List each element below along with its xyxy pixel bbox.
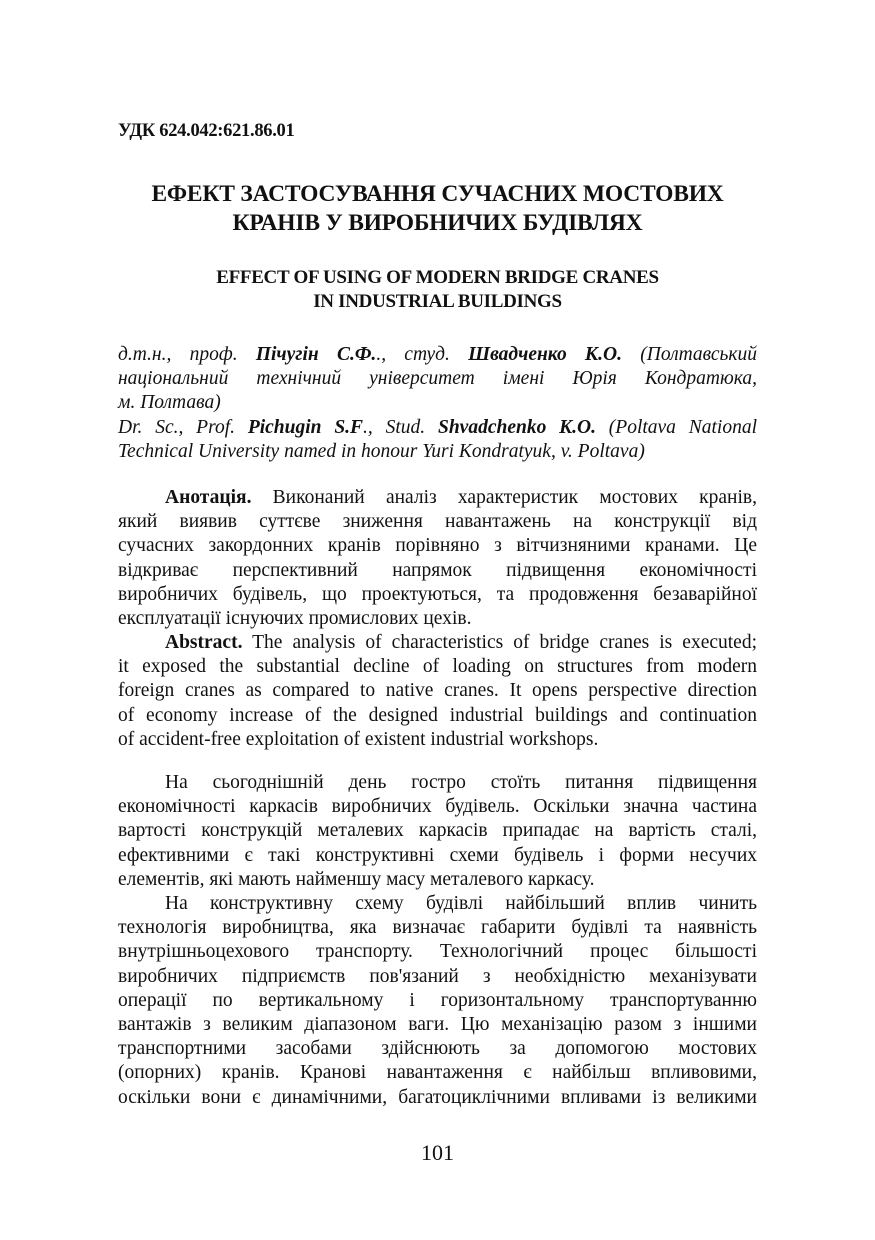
author-name: Pichugin S.F bbox=[247, 416, 364, 438]
authors-en-line bbox=[118, 416, 757, 440]
author-separator: ., Stud. bbox=[363, 416, 438, 438]
author-separator: ., студ. bbox=[376, 344, 469, 365]
affiliation: (Poltava National bbox=[595, 416, 758, 438]
affiliation: (Полтавський bbox=[622, 344, 758, 365]
title-en-line: IN INDUSTRIAL BUILDINGS bbox=[313, 291, 562, 312]
title-en-line: EFFECT OF USING OF MODERN BRIDGE CRANES bbox=[216, 267, 659, 288]
body-paragraph-2 bbox=[118, 892, 757, 1110]
annotation-line: сучасних закордонних кранів порівняно з вітчизняними кранами. Це bbox=[118, 535, 757, 557]
annotation-paragraph bbox=[118, 486, 757, 631]
udk-code: УДК 624.042:621.86.01 bbox=[118, 121, 295, 141]
body-line: оскільки вони є динамічними, багатоциклічними впливами із великими bbox=[118, 1086, 757, 1108]
body-line: На конструктивну схему будівлі найбільший вплив чинить bbox=[165, 893, 757, 914]
abstract-text: The analysis of characteristics of bridge cranes is executed; bbox=[242, 632, 757, 653]
body-line: вантажів з великим діапазоном ваги. Цю механізацію разом з іншими bbox=[118, 1013, 757, 1035]
annotation-text: Виконаний аналіз характеристик мостових кранів, bbox=[251, 487, 757, 508]
authors-ua-line bbox=[118, 343, 757, 367]
authors-en-line: Technical University named in honour Yuri Kondratyuk, v. Poltava) bbox=[118, 440, 645, 462]
abstract-line bbox=[118, 631, 757, 655]
annotation-label: Анотація. bbox=[165, 487, 252, 508]
author-title: Dr. Sc., Prof. bbox=[118, 416, 248, 438]
abstract-line: of accident-free exploitation of existent industrial workshops. bbox=[118, 728, 599, 750]
body-line: ефективними є такі конструктивні схеми будівель і форми несучих bbox=[118, 844, 757, 866]
abstract-line: of economy increase of the designed industrial buildings and continuation bbox=[118, 704, 757, 726]
body-line: (опорних) кранів. Кранові навантаження є найбільш впливовими, bbox=[118, 1062, 757, 1084]
title-english bbox=[118, 266, 757, 314]
annotation-line: який виявив суттєве зниження навантажень на конструкції від bbox=[118, 511, 757, 533]
abstract-paragraph bbox=[118, 631, 757, 752]
annotation-line: експлуатації існуючих промислових цехів. bbox=[118, 607, 472, 629]
authors-block bbox=[118, 343, 757, 464]
authors-ua-line: м. Полтава) bbox=[118, 392, 221, 414]
body-line: На сьогоднішній день гостро стоїть питання підвищення bbox=[165, 772, 757, 793]
body-paragraph-1 bbox=[118, 771, 757, 892]
body-line: технологія виробництва, яка визначає габарити будівлі та наявність bbox=[118, 917, 757, 939]
author-title: д.т.н., проф. bbox=[118, 344, 256, 365]
author-name: Пічугін С.Ф. bbox=[255, 344, 377, 365]
body-line: економічності каркасів виробничих будівель. Оскільки значна частина bbox=[118, 796, 757, 818]
body-line: елементів, які мають найменшу масу металевого каркасу. bbox=[118, 868, 595, 890]
title-ua-line: КРАНІВ У ВИРОБНИЧИХ БУДІВЛЯХ bbox=[232, 210, 643, 236]
body-line: виробничих підприємств пов'язаний з необхідністю механізувати bbox=[118, 965, 757, 987]
abstract-line: it exposed the substantial decline of loading on structures from modern bbox=[118, 656, 757, 678]
abstract-line: foreign cranes as compared to native cranes. It opens perspective direction bbox=[118, 680, 757, 702]
body-line: транспортними засобами здійснюють за допомогою мостових bbox=[118, 1038, 757, 1060]
author-name: Швадченко К.О. bbox=[468, 344, 622, 365]
body-line: вартості конструкцій металевих каркасів припадає на вартість сталі, bbox=[118, 820, 757, 842]
authors-ua-line: національний технічний університет імені Юрія Кондратюка, bbox=[118, 368, 757, 390]
annotation-line bbox=[118, 486, 757, 510]
abstract-label: Abstract. bbox=[165, 632, 243, 653]
body-line: внутрішньоцехового транспорту. Технологічний процес більшості bbox=[118, 941, 757, 963]
title-ukrainian bbox=[118, 180, 757, 238]
body-line: операції по вертикальному і горизонтальному транспортуванню bbox=[118, 989, 757, 1011]
author-name: Shvadchenko K.O. bbox=[437, 416, 596, 438]
annotation-line: відкриває перспективний напрямок підвищення економічності bbox=[118, 559, 757, 581]
title-ua-line: ЕФЕКТ ЗАСТОСУВАННЯ СУЧАСНИХ МОСТОВИХ bbox=[151, 181, 724, 207]
page-number: 101 bbox=[421, 1140, 454, 1165]
annotation-line: виробничих будівель, що проектуються, та продовження безаварійної bbox=[118, 583, 757, 605]
